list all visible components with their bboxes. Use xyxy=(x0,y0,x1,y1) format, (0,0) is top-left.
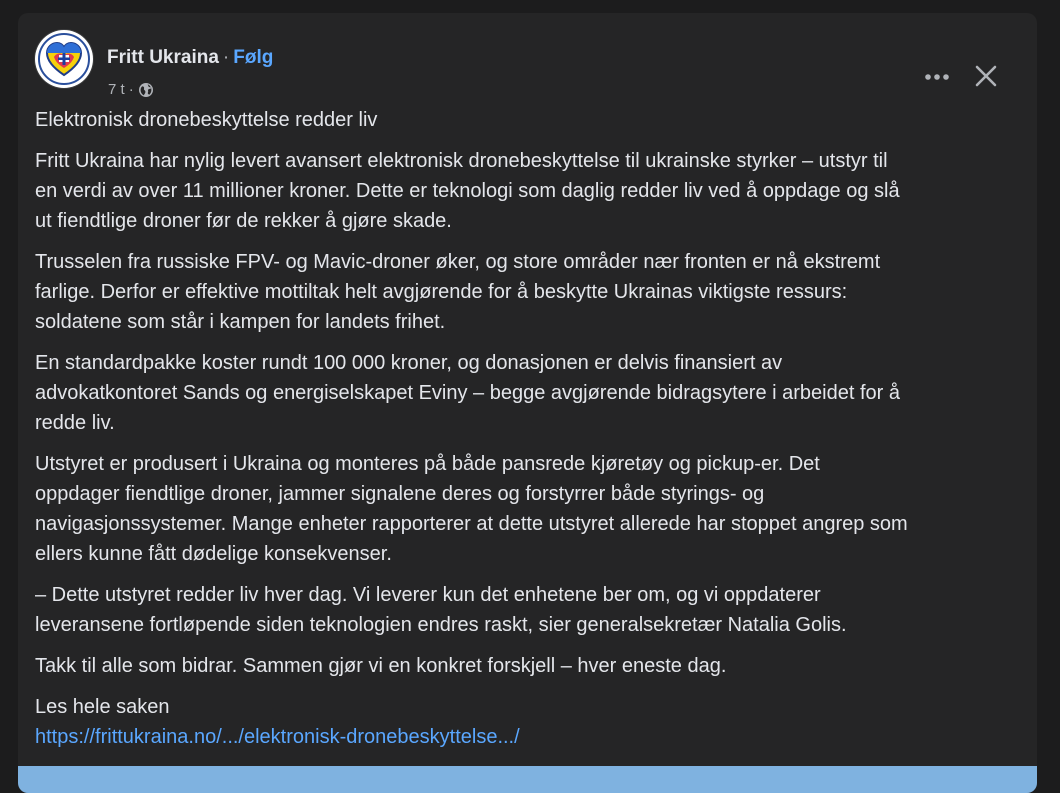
post-body xyxy=(35,105,1020,763)
post-paragraph: En standardpakke koster rundt 100 000 kroner, og donasjonen er delvis finansiert av advokatkontoret Sands og energiselskapet Eviny – begge avgjørende bidragsytere i arbeidet for å redde liv. xyxy=(35,352,900,434)
post-paragraph: – Dette utstyret redder liv hver dag. Vi leverer kun det enhetene ber om, og vi oppdaterer leveransene fortløpende siden teknologien endres raskt, sier generalsekretær Natalia Golis. xyxy=(35,584,847,636)
post-header xyxy=(34,29,1021,98)
close-icon xyxy=(974,64,998,88)
heart-logo-icon xyxy=(38,33,90,85)
post-paragraph: Trusselen fra russiske FPV- og Mavic-droner øker, og store områder nær fronten er nå ekstremt farlige. Derfor er effektive mottiltak helt avgjørende for å beskytte Ukrainas viktigste ressurs: soldatene som står i kampen for landets frihet. xyxy=(35,251,881,333)
read-more-block xyxy=(35,692,1020,752)
post-paragraph: Fritt Ukraina har nylig levert avansert elektronisk dronebeskyttelse til ukrainske styrker – utstyr til en verdi av over 11 millioner kroner. Dette er teknologi som daglig redder liv ved å oppdage og slå ut fiendtlige droner før de rekker å gjøre skade. xyxy=(35,150,900,232)
article-link[interactable]: https://frittukraina.no/.../elektronisk-dronebeskyttelse.../ xyxy=(35,726,520,748)
post-image-preview[interactable] xyxy=(18,766,1037,793)
post-time[interactable]: 7 t xyxy=(108,81,125,98)
follow-button[interactable]: Følg xyxy=(233,47,274,68)
post-paragraph: Takk til alle som bidrar. Sammen gjør vi en konkret forskjell – hver eneste dag. xyxy=(35,655,727,677)
more-options-icon xyxy=(924,73,950,81)
name-separator: · xyxy=(222,47,230,68)
globe-icon[interactable] xyxy=(138,82,154,98)
post-card xyxy=(18,13,1037,793)
more-options-button[interactable] xyxy=(919,59,955,95)
page-name-line xyxy=(107,47,273,69)
read-more-label: Les hele saken xyxy=(35,696,170,718)
post-headline: Elektronisk dronebeskyttelse redder liv xyxy=(35,109,378,131)
page-avatar[interactable] xyxy=(35,30,93,88)
meta-separator: · xyxy=(128,81,134,98)
close-button[interactable] xyxy=(965,55,1007,97)
post-paragraph: Utstyret er produsert i Ukraina og monteres på både pansrede kjøretøy og pickup-er. Det oppdager fiendtlige droner, jammer signalene deres og forstyrrer både styrings- og navigasjonssystemer. Mange enheter rapporterer at dette utstyret allerede har stoppet angrep som ellers kunne fått dødelige konsekvenser. xyxy=(35,453,908,565)
page-name[interactable]: Fritt Ukraina xyxy=(107,47,219,68)
post-meta xyxy=(108,81,154,98)
